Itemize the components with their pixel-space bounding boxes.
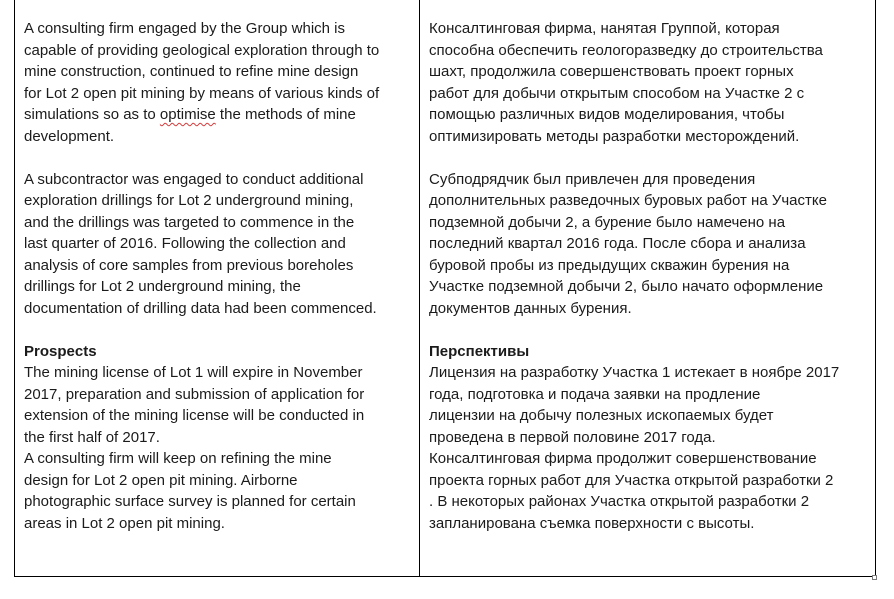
english-paragraph-3: The mining license of Lot 1 will expire in November 2017, preparation and submission of application for extension of the mining license will be conducted in the first half of 2017. — [24, 364, 365, 446]
english-paragraph-4: A consulting firm will keep on refining the mine design for Lot 2 open pit mining. Airborne photographic surface survey is planned for certain areas in Lot 2 open pit mining. — [24, 450, 356, 532]
english-paragraph-1-line-5 — [24, 104, 419, 126]
russian-cell[interactable] — [420, 0, 875, 576]
russian-paragraph-1: Консалтинговая фирма, нанятая Группой, которая способна обеспечить геологоразведку до строительства шахт, продолжила совершенствовать проект горных работ для добычи открытым способом на Участке 2 с помощью различных видов моделирования, чтобы оптимизировать методы разработки месторождений. — [429, 20, 823, 145]
english-paragraph-1-line-1: A consulting firm engaged by the Group which is — [24, 20, 346, 37]
blank-line — [24, 319, 419, 341]
russian-heading-prospects: Перспективы — [429, 342, 530, 360]
russian-paragraph-3: Лицензия на разработку Участка 1 истекает в ноябре 2017 года, подготовка и подача заявки на продление лицензии на добычу полезных ископаемых будет проведена в первой половине 2017 года. — [429, 364, 840, 446]
blank-line — [24, 147, 419, 169]
blank-line — [429, 147, 875, 169]
spellcheck-word[interactable]: optimise — [159, 106, 216, 123]
russian-paragraph-2: Субподрядчик был привлечен для проведения дополнительных разведочных буровых работ на Участке подземной добычи 2, а бурение было намечено на последний квартал 2016 года. После сбора и анализа буровой пробы из предыдущих скважин бурения на Участке подземной добычи 2, было начато оформление документов данных бурения. — [429, 170, 827, 317]
bilingual-table — [14, 0, 876, 577]
english-paragraph-1-line-2: capable of providing geological exploration through to — [24, 41, 380, 59]
english-paragraph-1 — [24, 18, 419, 147]
english-paragraph-1-line-4: for Lot 2 open pit mining by means of various kinds of — [24, 84, 380, 102]
blank-line — [429, 319, 875, 341]
russian-paragraph-4: Консалтинговая фирма продолжит совершенствование проекта горных работ для Участка открытой разработки 2 . В некоторых районах Участка открытой разработки 2 запланирована съемка поверхности с высоты. — [429, 450, 834, 532]
english-paragraph-1-line-3: mine construction, continued to refine mine design — [24, 63, 359, 80]
english-paragraph-2: A subcontractor was engaged to conduct additional exploration drillings for Lot 2 underground mining, and the drillings was targeted to commence in the last quarter of 2016. Following the collection and analysis of core samples from previous boreholes drillings for Lot 2 underground mining, the documentation of drilling data had been commenced. — [24, 170, 377, 317]
english-heading-prospects: Prospects — [24, 342, 97, 360]
line-5-start: simulations so as to — [24, 106, 160, 123]
english-paragraph-1-line-6: development. — [24, 127, 115, 145]
line-5-end: the methods of mine — [215, 106, 356, 123]
english-cell[interactable] — [15, 0, 420, 576]
table-resize-handle[interactable] — [872, 575, 877, 580]
